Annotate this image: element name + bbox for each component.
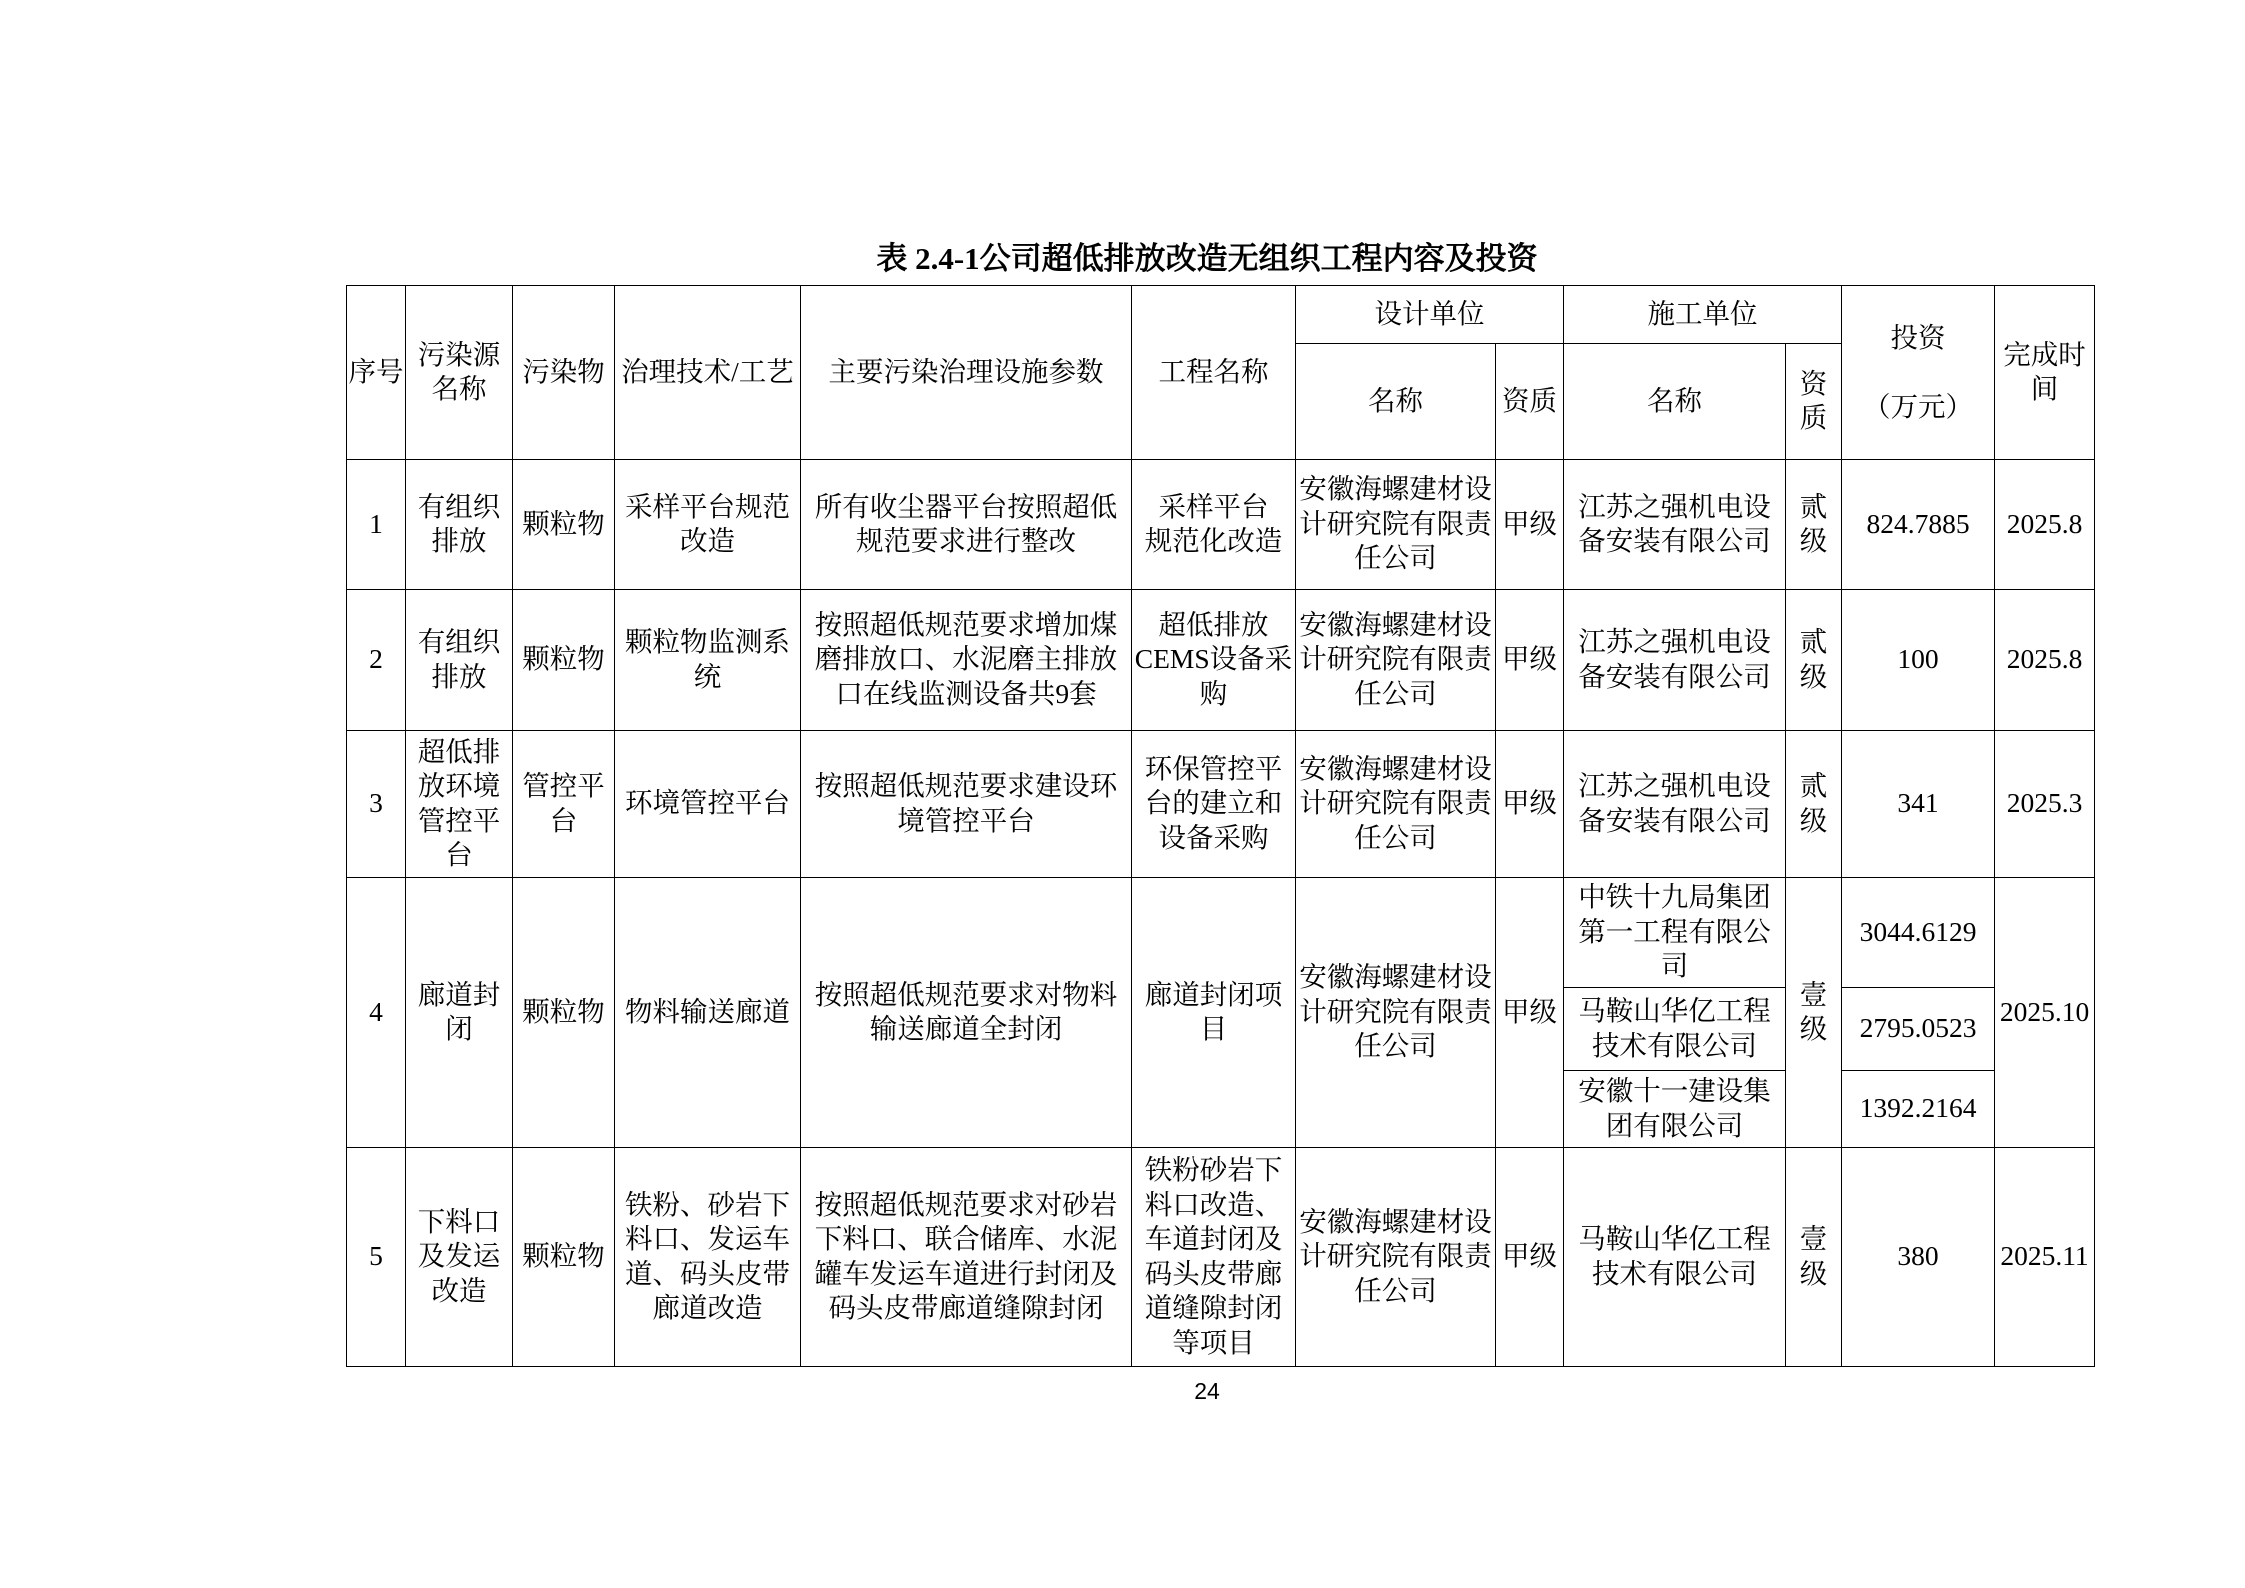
row-5-completion: 2025.11 [1995, 1147, 2095, 1366]
row-1-technology: 采样平台规范改造 [615, 459, 801, 589]
row-3-construction-qual: 贰级 [1786, 730, 1842, 877]
table-row [347, 1147, 2095, 1366]
row-3-pollutant: 管控平台 [513, 730, 615, 877]
row-5-project: 铁粉砂岩下料口改造、车道封闭及码头皮带廊道缝隙封闭等项目 [1132, 1147, 1296, 1366]
row-4-investment-3: 1392.2164 [1842, 1070, 1995, 1147]
row-3-design-qual: 甲级 [1496, 730, 1564, 877]
table-row [347, 589, 2095, 730]
row-5-technology: 铁粉、砂岩下料口、发运车道、码头皮带廊道改造 [615, 1147, 801, 1366]
row-3-technology: 环境管控平台 [615, 730, 801, 877]
header-pollutant: 污染物 [513, 286, 615, 460]
row-4-construction-name-1: 中铁十九局集团第一工程有限公司 [1564, 877, 1786, 987]
header-investment-label: 投资 [1890, 321, 1946, 353]
row-2-investment: 100 [1842, 589, 1995, 730]
header-construction-unit: 施工单位 [1564, 286, 1842, 344]
row-1-source: 有组织排放 [406, 459, 513, 589]
header-parameters: 主要污染治理设施参数 [801, 286, 1132, 460]
emission-project-table [346, 285, 2095, 1367]
row-1-project: 采样平台 规范化改造 [1132, 459, 1296, 589]
row-1-construction-name: 江苏之强机电设备安装有限公司 [1564, 459, 1786, 589]
table-title: 表 2.4-1公司超低排放改造无组织工程内容及投资 [876, 241, 1538, 276]
row-2-construction-name: 江苏之强机电设备安装有限公司 [1564, 589, 1786, 730]
header-technology: 治理技术/工艺 [615, 286, 801, 460]
row-4-investment-2: 2795.0523 [1842, 987, 1995, 1070]
row-5-parameters: 按照超低规范要求对砂岩下料口、联合储库、水泥罐车发运车道进行封闭及码头皮带廊道缝隙封闭 [801, 1147, 1132, 1366]
row-2-pollutant: 颗粒物 [513, 589, 615, 730]
header-project: 工程名称 [1132, 286, 1296, 460]
row-3-construction-name: 江苏之强机电设备安装有限公司 [1564, 730, 1786, 877]
row-1-seq: 1 [347, 459, 406, 589]
row-1-pollutant: 颗粒物 [513, 459, 615, 589]
row-4-construction-name-3: 安徽十一建设集团有限公司 [1564, 1070, 1786, 1147]
row-1-parameters: 所有收尘器平台按照超低规范要求进行整改 [801, 459, 1132, 589]
row-2-design-name: 安徽海螺建材设计研究院有限责任公司 [1296, 589, 1496, 730]
row-3-project: 环保管控平台的建立和设备采购 [1132, 730, 1296, 877]
page-number: 24 [1194, 1378, 1220, 1404]
row-1-completion: 2025.8 [1995, 459, 2095, 589]
row-1-design-name: 安徽海螺建材设计研究院有限责任公司 [1296, 459, 1496, 589]
row-2-completion: 2025.8 [1995, 589, 2095, 730]
row-4-pollutant: 颗粒物 [513, 877, 615, 1147]
row-1-construction-qual: 贰级 [1786, 459, 1842, 589]
table-row [347, 877, 2095, 987]
row-2-construction-qual: 贰级 [1786, 589, 1842, 730]
header-construction-name: 名称 [1564, 343, 1786, 459]
table-row [347, 730, 2095, 877]
row-3-source: 超低排放环境管控平台 [406, 730, 513, 877]
row-2-source: 有组织排放 [406, 589, 513, 730]
row-5-source: 下料口及发运改造 [406, 1147, 513, 1366]
row-3-investment: 341 [1842, 730, 1995, 877]
row-1-investment: 824.7885 [1842, 459, 1995, 589]
header-completion: 完成时间 [1995, 286, 2095, 460]
row-4-construction-qual: 壹级 [1786, 877, 1842, 1147]
header-investment-unit: （万元） [1863, 390, 1973, 422]
row-5-construction-name: 马鞍山华亿工程技术有限公司 [1564, 1147, 1786, 1366]
row-4-investment-1: 3044.6129 [1842, 877, 1995, 987]
row-4-technology: 物料输送廊道 [615, 877, 801, 1147]
row-5-construction-qual: 壹级 [1786, 1147, 1842, 1366]
row-2-project: 超低排放CEMS设备采购 [1132, 589, 1296, 730]
row-4-construction-name-2: 马鞍山华亿工程技术有限公司 [1564, 987, 1786, 1070]
row-5-seq: 5 [347, 1147, 406, 1366]
row-3-design-name: 安徽海螺建材设计研究院有限责任公司 [1296, 730, 1496, 877]
table-row [347, 459, 2095, 589]
row-4-source: 廊道封闭 [406, 877, 513, 1147]
header-design-name: 名称 [1296, 343, 1496, 459]
row-2-seq: 2 [347, 589, 406, 730]
row-4-design-name: 安徽海螺建材设计研究院有限责任公司 [1296, 877, 1496, 1147]
row-2-technology: 颗粒物监测系统 [615, 589, 801, 730]
row-4-parameters: 按照超低规范要求对物料输送廊道全封闭 [801, 877, 1132, 1147]
row-5-pollutant: 颗粒物 [513, 1147, 615, 1366]
row-3-seq: 3 [347, 730, 406, 877]
header-source: 污染源名称 [406, 286, 513, 460]
header-row [347, 286, 2095, 344]
row-3-completion: 2025.3 [1995, 730, 2095, 877]
header-design-qual: 资质 [1496, 343, 1564, 459]
row-4-seq: 4 [347, 877, 406, 1147]
row-4-design-qual: 甲级 [1496, 877, 1564, 1147]
header-seq: 序号 [347, 286, 406, 460]
row-2-design-qual: 甲级 [1496, 589, 1564, 730]
header-design-unit: 设计单位 [1296, 286, 1564, 344]
row-4-completion: 2025.10 [1995, 877, 2095, 1147]
row-2-parameters: 按照超低规范要求增加煤磨排放口、水泥磨主排放口在线监测设备共9套 [801, 589, 1132, 730]
row-5-investment: 380 [1842, 1147, 1995, 1366]
header-construction-qual: 资质 [1786, 343, 1842, 459]
row-5-design-qual: 甲级 [1496, 1147, 1564, 1366]
row-5-design-name: 安徽海螺建材设计研究院有限责任公司 [1296, 1147, 1496, 1366]
row-1-design-qual: 甲级 [1496, 459, 1564, 589]
row-4-project: 廊道封闭项目 [1132, 877, 1296, 1147]
row-3-parameters: 按照超低规范要求建设环境管控平台 [801, 730, 1132, 877]
header-investment [1842, 286, 1995, 460]
